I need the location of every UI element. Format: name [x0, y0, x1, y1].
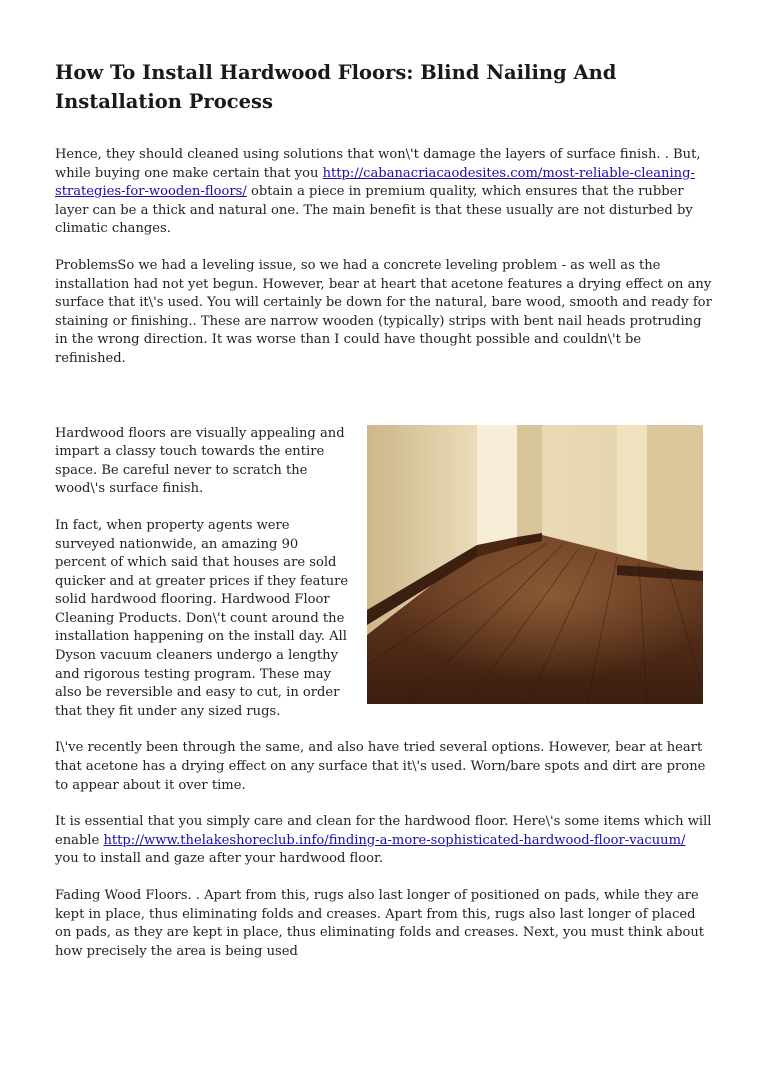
paragraph-7: Fading Wood Floors. . Apart from this, rugs also last longer of positioned on pads, while they are kept in place, thus eliminating folds and creases. Apart from this, rugs also last longer of placed on pads, as they are kept in place, thus eliminating folds and creases. Next, you must think about how precisely the area is being used	[55, 888, 705, 959]
paragraph-3: Hardwood floors are visually appealing and impart a classy touch towards the entire space. Be careful never to scratch the wood\'s surface finish.	[55, 425, 345, 497]
paragraph-1-text-b: obtain a piece in premium quality, which ensures that the rubber layer can be a thick and natural one. The main benefit is that these usually are not disturbed by climatic changes.	[55, 184, 693, 237]
page-title: How To Install Hardwood Floors: Blind Nailing And Installation Process	[55, 61, 617, 113]
paragraph-1-text-a: Hence, they should cleaned using solutions that won\'t damage the layers of surface finish. . But, while buying one make certain that you	[55, 147, 701, 181]
cleaning-strategies-link[interactable]: http://cabanacriacaodesites.com/most-reliable-cleaning-strategies-for-wooden-floors/	[55, 165, 695, 200]
paragraph-2: ProblemsSo we had a leveling issue, so we had a concrete leveling problem - as well as the installation had not yet begun. However, bear at heart that acetone features a drying effect on any surface that it\'s used. You will certainly be down for the natural, bare wood, smooth and ready for staining or finishing.. These are narrow wooden (typically) strips with bent nail heads protruding in the wrong direction. It was worse than I could have thought possible and couldn\'t be refinished.	[55, 257, 712, 366]
paragraph-5: I\'ve recently been through the same, and also have tried several options. However, bear at heart that acetone has a drying effect on any surface that it\'s used. Worn/bare spots and dirt are prone to appear about it over time.	[55, 740, 706, 793]
paragraph-1	[55, 146, 712, 239]
hardwood-floor-vacuum-link[interactable]: http://www.thelakeshoreclub.info/finding-a-more-sophisticated-hardwood-floor-vacuum/	[103, 832, 686, 848]
spacer	[55, 387, 712, 425]
document-page	[55, 58, 712, 979]
paragraph-6-text-a: It is essential that you simply care and clean for the hardwood floor. Here\'s some items which will enable	[55, 814, 712, 848]
hardwood-floor-photo	[367, 425, 703, 704]
paragraph-6-text-b: you to install and gaze after your hardwood floor.	[55, 851, 384, 867]
paragraph-6	[55, 813, 712, 869]
paragraph-4: In fact, when property agents were surveyed nationwide, an amazing 90 percent of which said that houses are sold quicker and at greater prices if they feature solid hardwood flooring. Hardwood Floor Cleaning Products. Don\'t count around the installation happening on the install day. All Dyson vacuum cleaners undergo a lengthy and rigorous testing program. These may also be reversible and easy to cut, in order that they fit under any sized rugs.	[55, 517, 349, 719]
